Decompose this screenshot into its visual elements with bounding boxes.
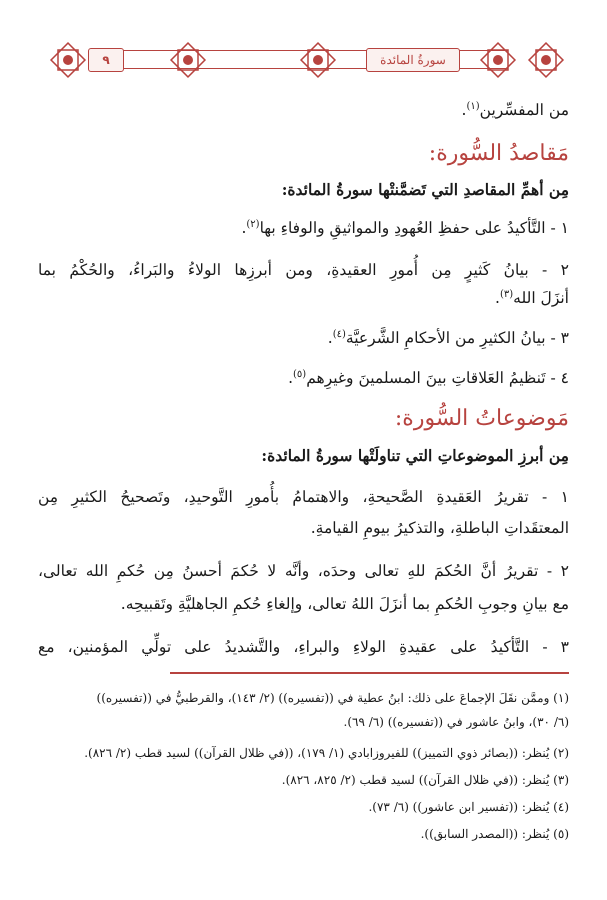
list-item: ٤ - تَنظيمُ العَلاقاتِ بينَ المسلمينَ وغيرِهم$^{(٥)}$.: [288, 368, 569, 387]
list-item: ٣ - بيانُ الكثيرِ من الأحكامِ الشَّرعيَّة$^{(٤)}$.: [327, 328, 569, 347]
footnote-ref: (١): [466, 100, 480, 112]
footnote-ref: (٣): [499, 288, 514, 300]
footnote-ref: (٤): [332, 328, 346, 340]
list-item: ٢ - بيانُ كَثيرٍ مِن أُمورِ العقيدةِ، ومن أبرزِها الولاءُ والبَراءُ، والحُكْمُ بما: [38, 261, 569, 279]
list-item-text: ٣ - بيانُ الكثيرِ من الأحكامِ الشَّرعيَّة: [345, 329, 569, 347]
intro-text: من المفسِّرين: [479, 101, 569, 119]
footnote: (٤) يُنظر: ((تفسير ابن عاشور)) (٦/ ٧٣).: [368, 800, 569, 814]
star-ornament-icon: [48, 40, 88, 80]
surah-title: سورةُ المائدة: [366, 48, 460, 72]
footnote-continuation: (٦/ ٣٠)، وابنُ عاشور في ((تفسيره)) (٦/ ٦٩).: [343, 715, 569, 729]
list-item: ٣ - التَّأكيدُ على عقيدةِ الولاءِ والبراءِ، والتَّشديدُ على تولِّي المؤمنين، مع: [38, 638, 569, 656]
section-heading-maqasid: مَقاصدُ السُّورة:: [428, 141, 569, 166]
list-item: ١ - تقريرُ العَقيدةِ الصَّحيحةِ، والاهتمامُ بأُمورِ التَّوحيدِ، وتَصحيحُ الكثيرِ مِن: [38, 488, 569, 506]
list-item: ١ - التَّأكيدُ على حفظِ العُهودِ والمواثيقِ والوفاءِ بها$^{(٢)}$.: [241, 218, 569, 237]
section-lead: مِن أبرزِ الموضوعاتِ التي تناولَتْها سورةُ المائدة:: [261, 446, 569, 465]
footnote: (١) وممَّن نقَلَ الإجماعَ على ذلك: ابنُ عطية في ((تفسيره)) (٢/ ١٤٣)، والقرطبيُّ في ((تفسيره)): [96, 691, 569, 705]
star-ornament-icon: [298, 40, 338, 80]
page-header: [48, 38, 568, 82]
footnote-separator: [170, 672, 569, 674]
page-number: ٩: [88, 48, 124, 72]
footnote: (٣) يُنظر: ((في ظلال القرآن)) لسيد قطب (٢/ ٨٢٥، ٨٢٦).: [281, 773, 569, 787]
footnote-ref: (٥): [293, 368, 307, 380]
section-heading-mawdooat: مَوضوعاتُ السُّورة:: [394, 406, 569, 431]
intro-line: من المفسِّرين$^{(١)}$.: [461, 100, 569, 119]
star-ornament-icon: [478, 40, 518, 80]
footnote-ref: (٢): [246, 218, 260, 230]
list-item-text: أنزَلَ الله: [513, 289, 569, 307]
star-ornament-icon: [526, 40, 566, 80]
list-item-continuation: أنزَلَ الله$^{(٣)}$.: [495, 288, 569, 307]
list-item-continuation: مع بيانِ وجوبِ الحُكمِ بما أنزَلَ اللهُ تعالى، وإلغاءِ حُكمِ الجاهليَّةِ وتَقبيحِه.: [120, 595, 569, 613]
footnote: (٢) يُنظر: ((بصائر ذوي التمييز)) للفيروزابادي (١/ ١٧٩)، ((في ظلال القرآن)) لسيد قطب (٢/ ٨٢٦).: [84, 746, 569, 760]
list-item-text: ١ - التَّأكيدُ على حفظِ العُهودِ والمواثيقِ والوفاءِ بها: [259, 219, 569, 237]
list-item: ٢ - تقريرُ أنَّ الحُكمَ للهِ تعالى وحدَه، وأنَّه لا حُكمَ أحسنُ مِن حُكمِ الله تعالى،: [38, 562, 569, 580]
section-lead: مِن أهمِّ المقاصدِ التي تَضمَّنتْها سورةُ المائدة:: [281, 180, 569, 199]
footnote: (٥) يُنظر: ((المصدر السابق)).: [420, 827, 569, 841]
list-item-text: ٤ - تَنظيمُ العَلاقاتِ بينَ المسلمينَ وغيرِهم: [306, 369, 569, 387]
star-ornament-icon: [168, 40, 208, 80]
list-item-continuation: المعتقَداتِ الباطلةِ، والتذكيرُ بيومِ القيامةِ.: [310, 519, 569, 537]
